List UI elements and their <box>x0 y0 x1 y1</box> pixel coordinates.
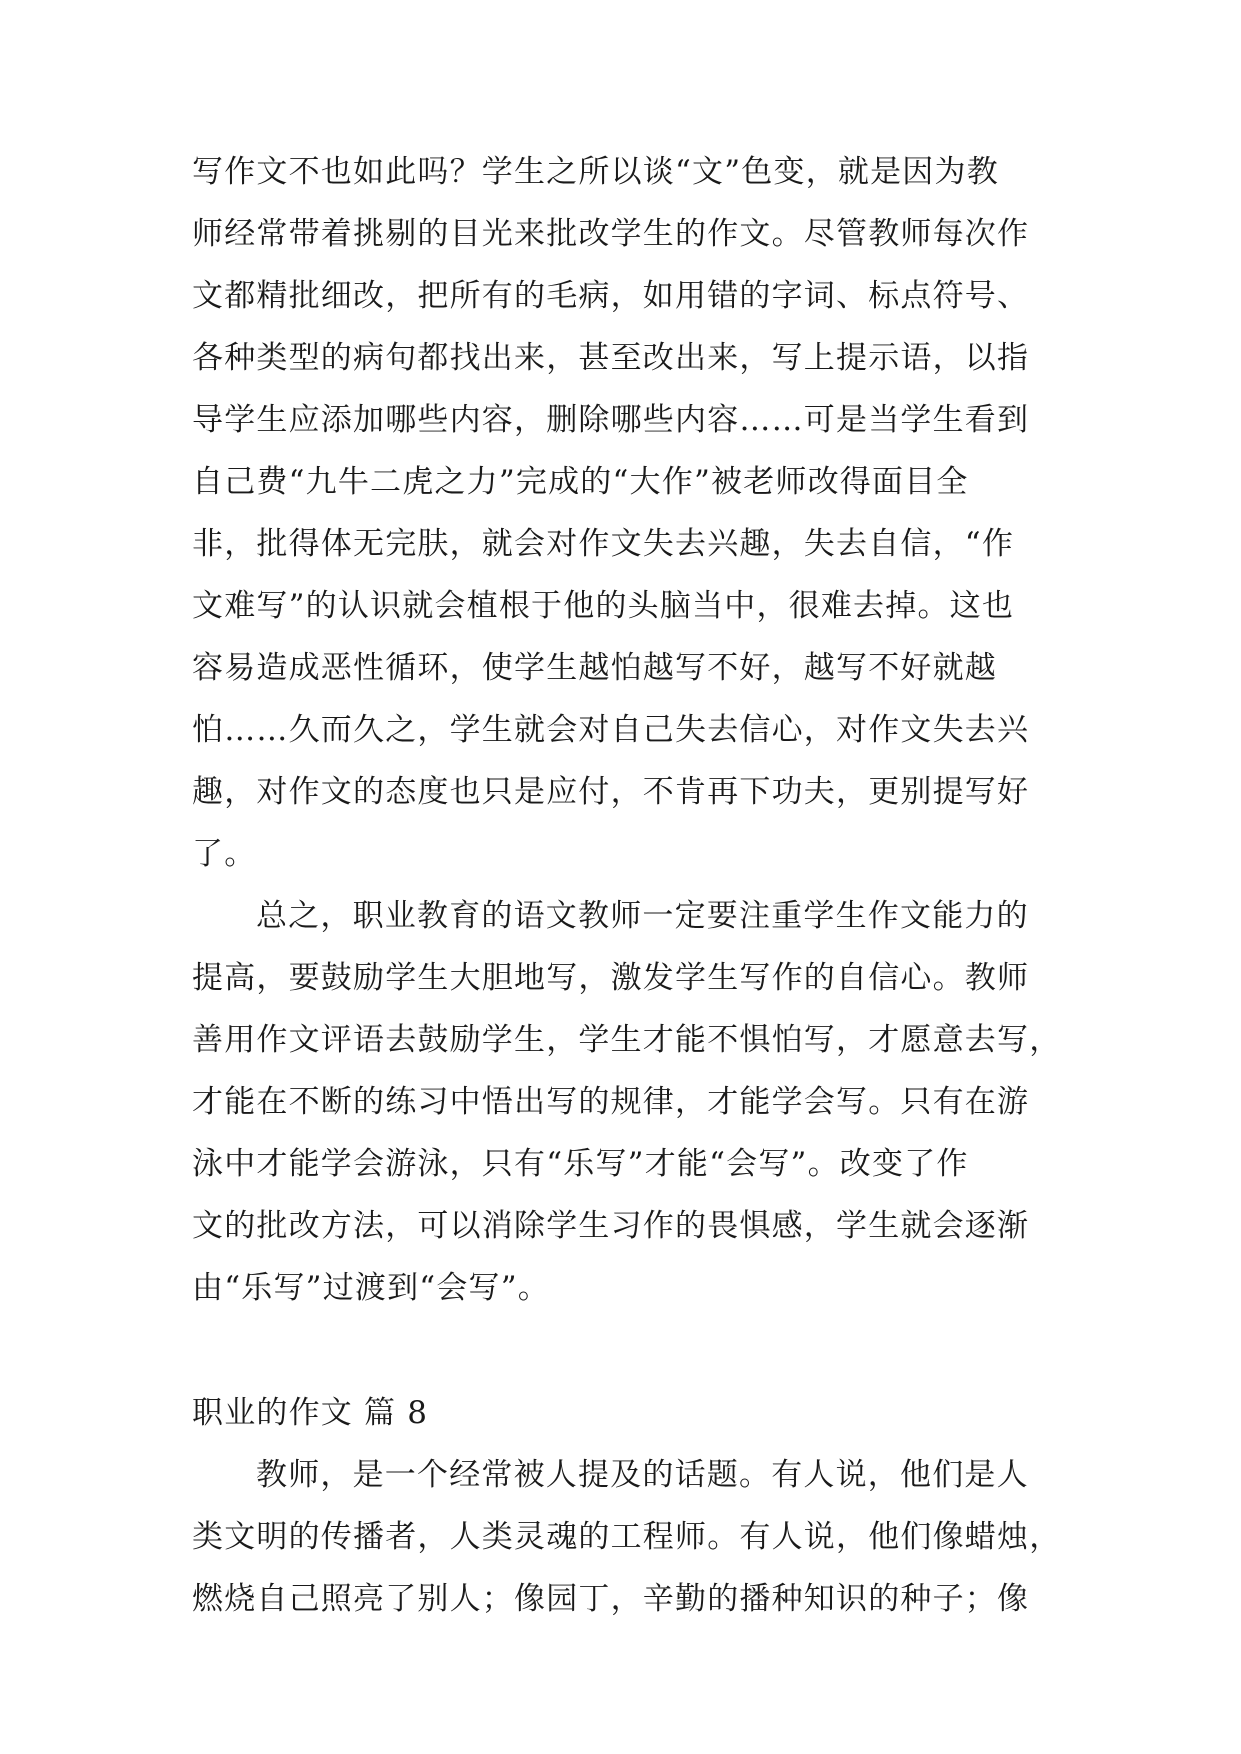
para2-line-2: 提高，要鼓励学生大胆地写，激发学生写作的自信心。教师 <box>192 960 1030 996</box>
para1-line-6: 自己费“九牛二虎之力”完成的“大作”被老师改得面目全 <box>192 464 969 500</box>
para1-line-10: 怕……久而久之，学生就会对自己失去信心，对作文失去兴 <box>192 712 1030 748</box>
para2-line-4: 才能在不断的练习中悟出写的规律，才能学会写。只有在游 <box>192 1084 1030 1120</box>
para1-line-12: 了。 <box>192 836 257 872</box>
para2-line-5: 泳中才能学会游泳，只有“乐写”才能“会写”。改变了作 <box>192 1146 969 1182</box>
para3-line-3: 燃烧自己照亮了别人；像园丁，辛勤的播种知识的种子；像 <box>192 1581 1030 1617</box>
para1-line-5: 导学生应添加哪些内容，删除哪些内容……可是当学生看到 <box>192 402 1030 438</box>
para1-line-4: 各种类型的病句都找出来，甚至改出来，写上提示语，以指 <box>192 340 1030 376</box>
para1-line-8: 文难写”的认识就会植根于他的头脑当中，很难去掉。这也 <box>192 588 1015 624</box>
para1-line-9: 容易造成恶性循环，使学生越怕越写不好，越写不好就越 <box>192 650 997 686</box>
para2-line-6: 文的批改方法，可以消除学生习作的畏惧感，学生就会逐渐 <box>192 1208 1030 1244</box>
para2-line-3: 善用作文评语去鼓励学生，学生才能不惧怕写，才愿意去写， <box>192 1022 1062 1058</box>
para1-line-2: 师经常带着挑剔的目光来批改学生的作文。尽管教师每次作 <box>192 216 1030 252</box>
para2-line-7: 由“乐写”过渡到“会写”。 <box>192 1270 550 1306</box>
para2-line-1: 总之，职业教育的语文教师一定要注重学生作文能力的 <box>256 898 1029 934</box>
para1-line-1: 写作文不也如此吗？学生之所以谈“文”色变，就是因为教 <box>192 154 999 190</box>
para1-line-3: 文都精批细改，把所有的毛病，如用错的字词、标点符号、 <box>192 278 1030 314</box>
para3-line-2: 类文明的传播者，人类灵魂的工程师。有人说，他们像蜡烛， <box>192 1519 1062 1555</box>
section-heading: 职业的作文 篇 8 <box>192 1395 429 1431</box>
para1-line-7: 非，批得体无完肤，就会对作文失去兴趣，失去自信，“作 <box>192 526 1015 562</box>
para3-line-1: 教师，是一个经常被人提及的话题。有人说，他们是人 <box>256 1457 1029 1493</box>
para1-line-11: 趣，对作文的态度也只是应付，不肯再下功夫，更别提写好 <box>192 774 1030 810</box>
